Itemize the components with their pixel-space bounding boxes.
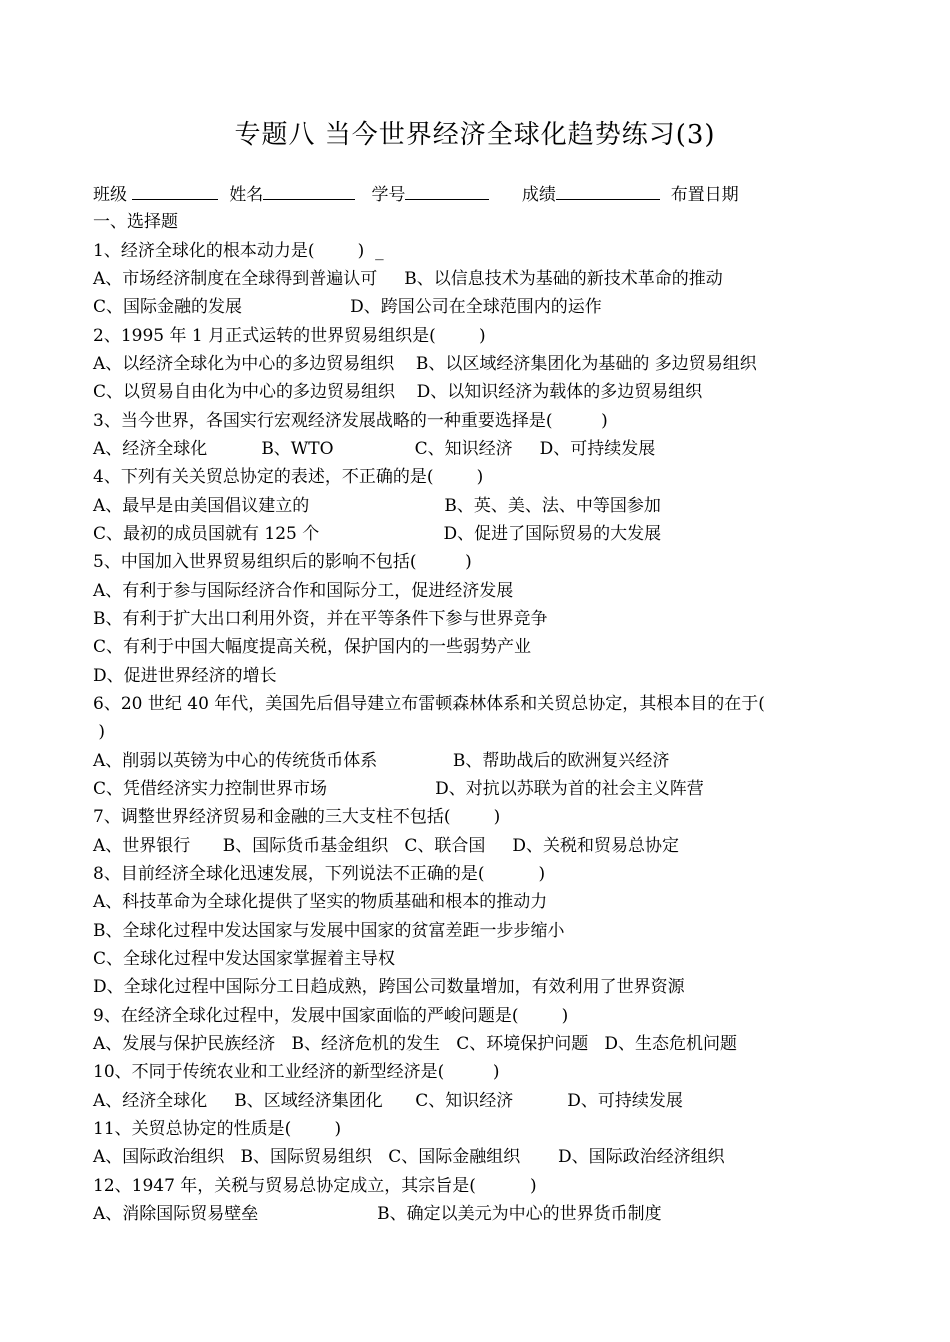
option-line: C、有利于中国大幅度提高关税，保护国内的一些弱势产业 <box>93 637 532 657</box>
question-line: ) <box>93 722 106 742</box>
class-label: 班级 <box>93 185 127 205</box>
question-line: 12、1947 年，关税与贸易总协定成立，其宗旨是( ) <box>93 1176 537 1196</box>
page-title: 专题八 当今世界经济全球化趋势练习(3) <box>234 120 716 150</box>
option-line: A、经济全球化 B、区域经济集团化 C、知识经济 D、可持续发展 <box>93 1091 683 1111</box>
section-heading: 一、选择题 <box>93 212 178 232</box>
option-line: B、全球化过程中发达国家与发展中国家的贫富差距一步步缩小 <box>93 921 565 941</box>
option-line: C、全球化过程中发达国家掌握着主导权 <box>93 949 396 969</box>
option-line: A、最早是由美国倡议建立的 B、英、美、法、中等国参加 <box>93 496 661 516</box>
option-line: A、以经济全球化为中心的多边贸易组织 B、以区域经济集团化为基础的 多边贸易组织 <box>93 354 757 374</box>
question-line: 9、在经济全球化过程中，发展中国家面临的严峻问题是( ) <box>93 1006 569 1026</box>
option-line: A、市场经济制度在全球得到普遍认可 B、以信息技术为基础的新技术革命的推动 <box>93 269 723 289</box>
option-line: A、世界银行 B、国际货币基金组织 C、联合国 D、关税和贸易总协定 <box>93 836 680 856</box>
option-line: A、国际政治组织 B、国际贸易组织 C、国际金融组织 D、国际政治经济组织 <box>93 1147 725 1167</box>
option-line: D、促进世界经济的增长 <box>93 666 277 686</box>
option-line: C、国际金融的发展 D、跨国公司在全球范围内的运作 <box>93 297 602 317</box>
student-info-row <box>93 182 739 206</box>
class-blank <box>132 182 218 200</box>
question-line: 2、1995 年 1 月正式运转的世界贸易组织是( ) <box>93 326 486 346</box>
question-line: 7、调整世界经济贸易和金融的三大支柱不包括( ) <box>93 807 501 827</box>
option-line: A、削弱以英镑为中心的传统货币体系 B、帮助战后的欧洲复兴经济 <box>93 751 670 771</box>
option-line: A、经济全球化 B、WTO C、知识经济 D、可持续发展 <box>93 439 656 459</box>
option-line: A、科技革命为全球化提供了坚实的物质基础和根本的推动力 <box>93 892 548 912</box>
question-line: 5、中国加入世界贸易组织后的影响不包括( ) <box>93 552 472 572</box>
option-line: B、有利于扩大出口利用外资，并在平等条件下参与世界竞争 <box>93 609 548 629</box>
question-line: 10、不同于传统农业和工业经济的新型经济是( ) <box>93 1062 500 1082</box>
question-line: 6、20 世纪 40 年代，美国先后倡导建立布雷顿森林体系和关贸总协定，其根本目的在于( <box>93 694 765 714</box>
date-label: 布置日期 <box>670 185 739 205</box>
score-label: 成绩 <box>521 185 556 205</box>
name-blank <box>263 182 355 200</box>
option-line: C、以贸易自由化为中心的多边贸易组织 D、以知识经济为载体的多边贸易组织 <box>93 382 703 402</box>
question-line: 8、目前经济全球化迅速发展，下列说法不正确的是( ) <box>93 864 546 884</box>
question-line: 11、关贸总协定的性质是( ) <box>93 1119 342 1139</box>
question-line: 4、下列有关关贸总协定的表述，不正确的是( ) <box>93 467 484 487</box>
question-line: 1、经济全球化的根本动力是( ) _ <box>93 241 384 261</box>
id-blank <box>405 182 489 200</box>
option-line: A、有利于参与国际经济合作和国际分工，促进经济发展 <box>93 581 514 601</box>
id-label: 学号 <box>371 185 406 205</box>
question-line: 3、当今世界，各国实行宏观经济发展战略的一种重要选择是( ) <box>93 411 608 431</box>
option-line: D、全球化过程中国际分工日趋成熟，跨国公司数量增加，有效利用了世界资源 <box>93 977 685 997</box>
option-line: A、发展与保护民族经济 B、经济危机的发生 C、环境保护问题 D、生态危机问题 <box>93 1034 738 1054</box>
score-blank <box>556 182 660 200</box>
option-line: A、消除国际贸易壁垒 B、确定以美元为中心的世界货币制度 <box>93 1204 662 1224</box>
option-line: C、最初的成员国就有 125 个 D、促进了国际贸易的大发展 <box>93 524 662 544</box>
name-label: 姓名 <box>229 185 264 205</box>
option-line: C、凭借经济实力控制世界市场 D、对抗以苏联为首的社会主义阵营 <box>93 779 704 799</box>
